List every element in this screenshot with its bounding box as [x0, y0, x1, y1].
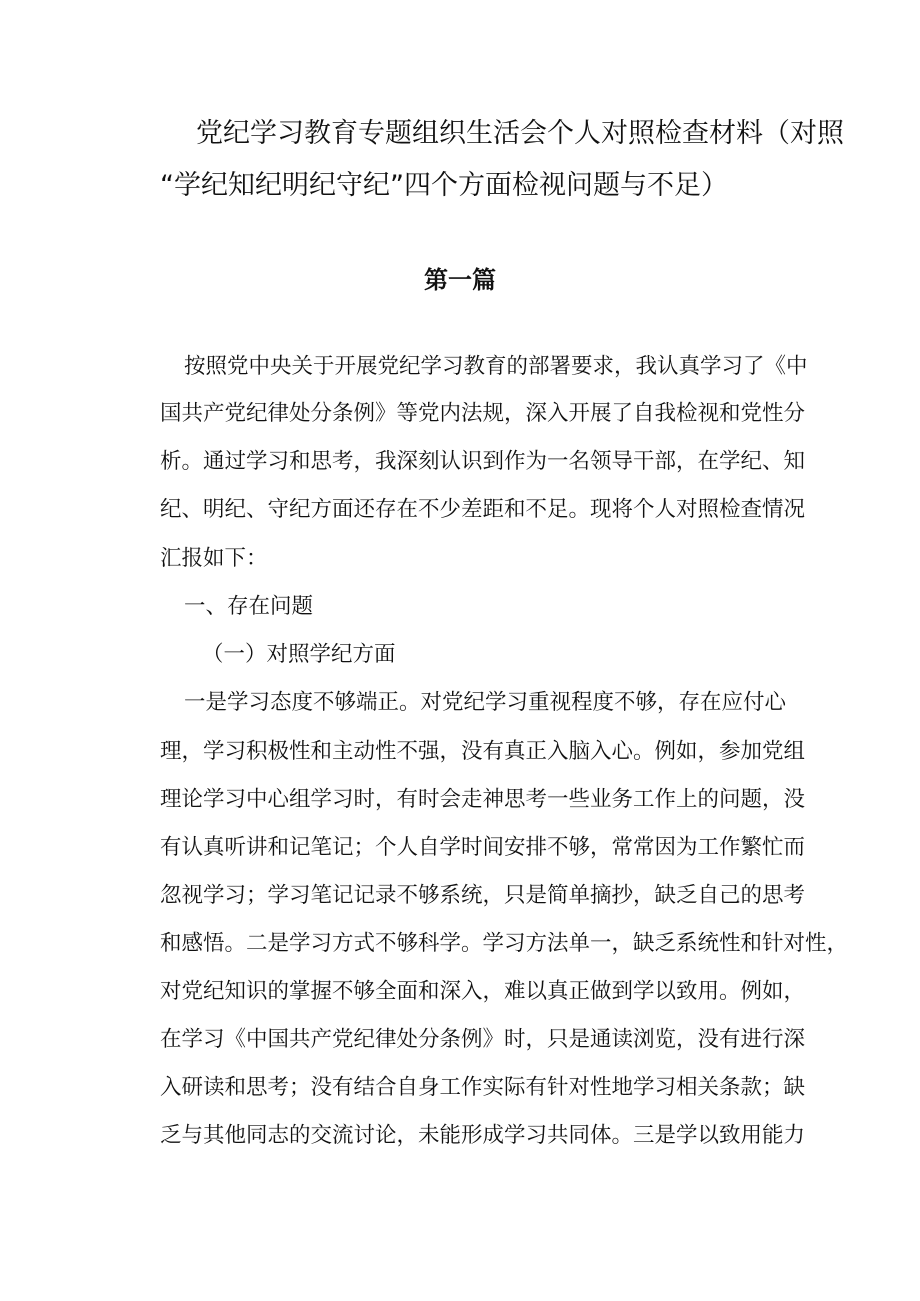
section-subheading: （一）对照学纪方面	[202, 642, 396, 667]
document-title-line-1: 党纪学习教育专题组织生活会个人对照检查材料（对照	[196, 118, 844, 149]
body-line: 乏与其他同志的交流讨论，未能形成学习共同体。三是学以致用能力	[160, 1123, 806, 1148]
section-subheading: 一、存在问题	[184, 594, 314, 619]
document-title-line-2: “学纪知纪明纪守纪”四个方面检视问题与不足）	[160, 170, 728, 201]
section-heading: 第一篇	[424, 266, 496, 294]
body-line: 有认真听讲和记笔记；个人自学时间安排不够，常常因为工作繁忙而	[160, 835, 806, 860]
body-line: 对党纪知识的掌握不够全面和深入，难以真正做到学以致用。例如，	[160, 979, 806, 1004]
body-line: 入研读和思考；没有结合自身工作实际有针对性地学习相关条款；缺	[160, 1075, 806, 1100]
body-line: 和感悟。二是学习方式不够科学。学习方法单一，缺乏系统性和针对性，	[160, 931, 849, 956]
body-line: 在学习《中国共产党纪律处分条例》时，只是通读浏览，没有进行深	[160, 1027, 806, 1052]
body-line: 理，学习积极性和主动性不强，没有真正入脑入心。例如，参加党组	[160, 739, 806, 764]
body-line: 忽视学习；学习笔记记录不够系统，只是简单摘抄，缺乏自己的思考	[160, 883, 806, 908]
body-line: 按照党中央关于开展党纪学习教育的部署要求，我认真学习了《中	[184, 354, 808, 379]
body-line: 一是学习态度不够端正。对党纪学习重视程度不够，存在应付心	[184, 690, 787, 715]
body-line: 纪、明纪、守纪方面还存在不少差距和不足。现将个人对照检查情况	[160, 497, 806, 522]
body-line: 汇报如下：	[160, 546, 268, 571]
body-line: 国共产党纪律处分条例》等党内法规，深入开展了自我检视和党性分	[160, 401, 806, 426]
body-line: 析。通过学习和思考，我深刻认识到作为一名领导干部，在学纪、知	[160, 449, 806, 474]
body-line: 理论学习中心组学习时，有时会走神思考一些业务工作上的问题，没	[160, 787, 806, 812]
